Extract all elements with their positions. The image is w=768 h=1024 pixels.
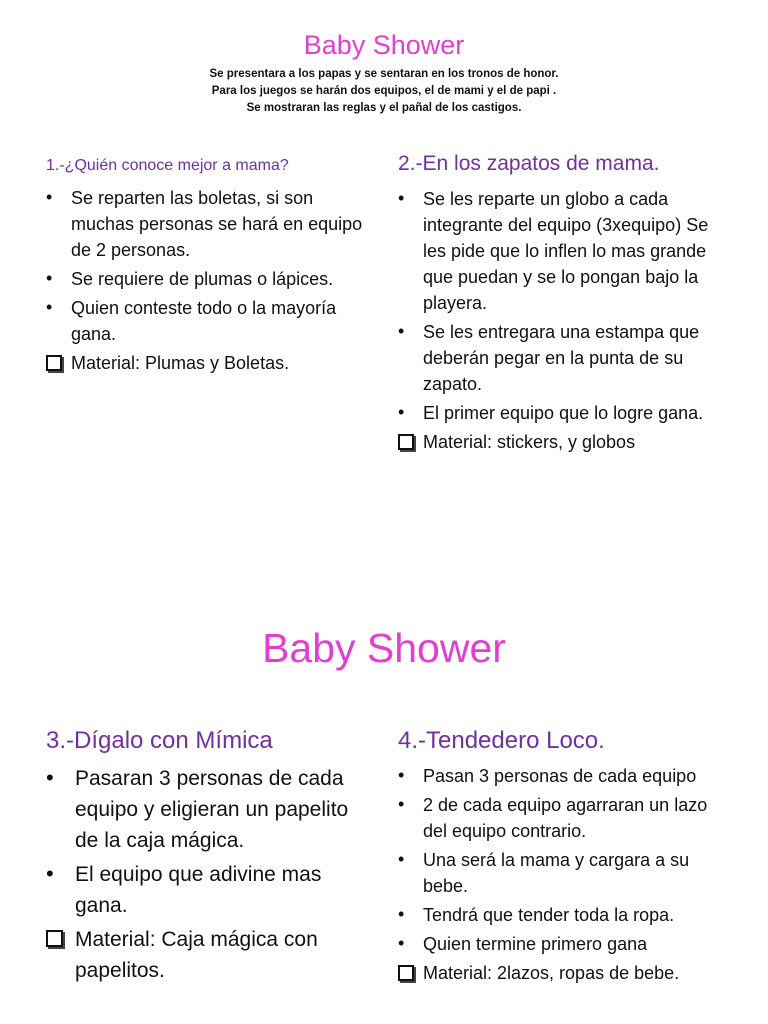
intro-line: Para los juegos se harán dos equipos, el de mami y el de papi . (211, 85, 557, 97)
list-item-text: Quien conteste todo o la mayoría gana. (71, 298, 337, 344)
list-item (398, 400, 728, 426)
list-item-text: Se requiere de plumas o lápices. (71, 269, 334, 289)
bullet-icon: • (398, 794, 405, 814)
game-1-section (46, 157, 366, 379)
game-rules-list (46, 763, 371, 986)
list-item (398, 763, 728, 789)
checkbox-icon (398, 965, 414, 981)
material-text: Material: stickers, y globos (423, 432, 636, 452)
material-item (398, 960, 728, 986)
game-rules-list (46, 185, 366, 376)
list-item (398, 931, 728, 957)
list-item-text: 2 de cada equipo agarraran un lazo del equipo contrario. (423, 795, 708, 841)
material-item (398, 429, 728, 455)
bullet-icon: • (46, 765, 54, 790)
list-item-text: Pasaran 3 personas de cada equipo y eligieran un papelito de la caja mágica. (75, 767, 349, 852)
list-item (398, 319, 728, 397)
page-title: Baby Shower (303, 30, 465, 60)
list-item-text: Se reparten las boletas, si son muchas personas se hará en equipo de 2 personas. (71, 188, 363, 260)
list-item (398, 902, 728, 928)
list-item-text: Quien termine primero gana (423, 934, 648, 954)
list-item-text: Una será la mama y cargara a su bebe. (423, 850, 690, 896)
list-item (46, 185, 366, 263)
material-item (46, 924, 371, 986)
game-2-section (398, 152, 728, 458)
list-item-text: Se les reparte un globo a cada integrante del equipo (3xequipo) Se les pide que lo inflen lo mas grande que puedan y se lo pongan bajo la playera. (423, 189, 709, 313)
list-item-text: Tendrá que tender toda la ropa. (423, 905, 675, 925)
bullet-icon: • (398, 321, 405, 341)
game-heading: 3.-Dígalo con Mímica (46, 727, 273, 754)
list-item-text: El primer equipo que lo logre gana. (423, 403, 704, 423)
list-item (46, 859, 371, 921)
bullet-icon: • (46, 861, 54, 886)
list-item (398, 792, 728, 844)
intro-line: Se presentara a los papas y se sentaran en los tronos de honor. (209, 68, 559, 80)
intro-text (0, 66, 768, 117)
bullet-icon: • (46, 297, 53, 317)
list-item-text: Pasan 3 personas de cada equipo (423, 766, 697, 786)
checkbox-icon (46, 355, 62, 371)
bullet-icon: • (46, 187, 53, 207)
game-rules-list (398, 186, 728, 455)
list-item (46, 266, 366, 292)
material-text: Material: 2lazos, ropas de bebe. (423, 963, 680, 983)
game-heading: 1.-¿Quién conoce mejor a mama? (46, 157, 289, 174)
page-title: Baby Shower (262, 625, 506, 671)
bullet-icon: • (398, 904, 405, 924)
bullet-icon: • (398, 402, 405, 422)
material-item (46, 350, 366, 376)
checkbox-icon (398, 434, 414, 450)
list-item (46, 295, 366, 347)
game-rules-list (398, 763, 728, 986)
game-3-section (46, 727, 371, 989)
game-heading: 4.-Tendedero Loco. (398, 727, 605, 754)
list-item (398, 186, 728, 316)
material-text: Material: Caja mágica con papelitos. (75, 928, 318, 982)
bullet-icon: • (46, 268, 53, 288)
list-item (398, 847, 728, 899)
bullet-icon: • (398, 188, 405, 208)
list-item-text: Se les entregara una estampa que deberán pegar en la punta de su zapato. (423, 322, 700, 394)
checkbox-icon (46, 930, 63, 947)
game-heading: 2.-En los zapatos de mama. (398, 152, 660, 175)
bullet-icon: • (398, 933, 405, 953)
bullet-icon: • (398, 765, 405, 785)
game-4-section (398, 727, 728, 989)
bullet-icon: • (398, 849, 405, 869)
list-item-text: El equipo que adivine mas gana. (75, 863, 322, 917)
material-text: Material: Plumas y Boletas. (71, 353, 290, 373)
list-item (46, 763, 371, 856)
intro-line: Se mostraran las reglas y el pañal de los castigos. (246, 102, 522, 114)
